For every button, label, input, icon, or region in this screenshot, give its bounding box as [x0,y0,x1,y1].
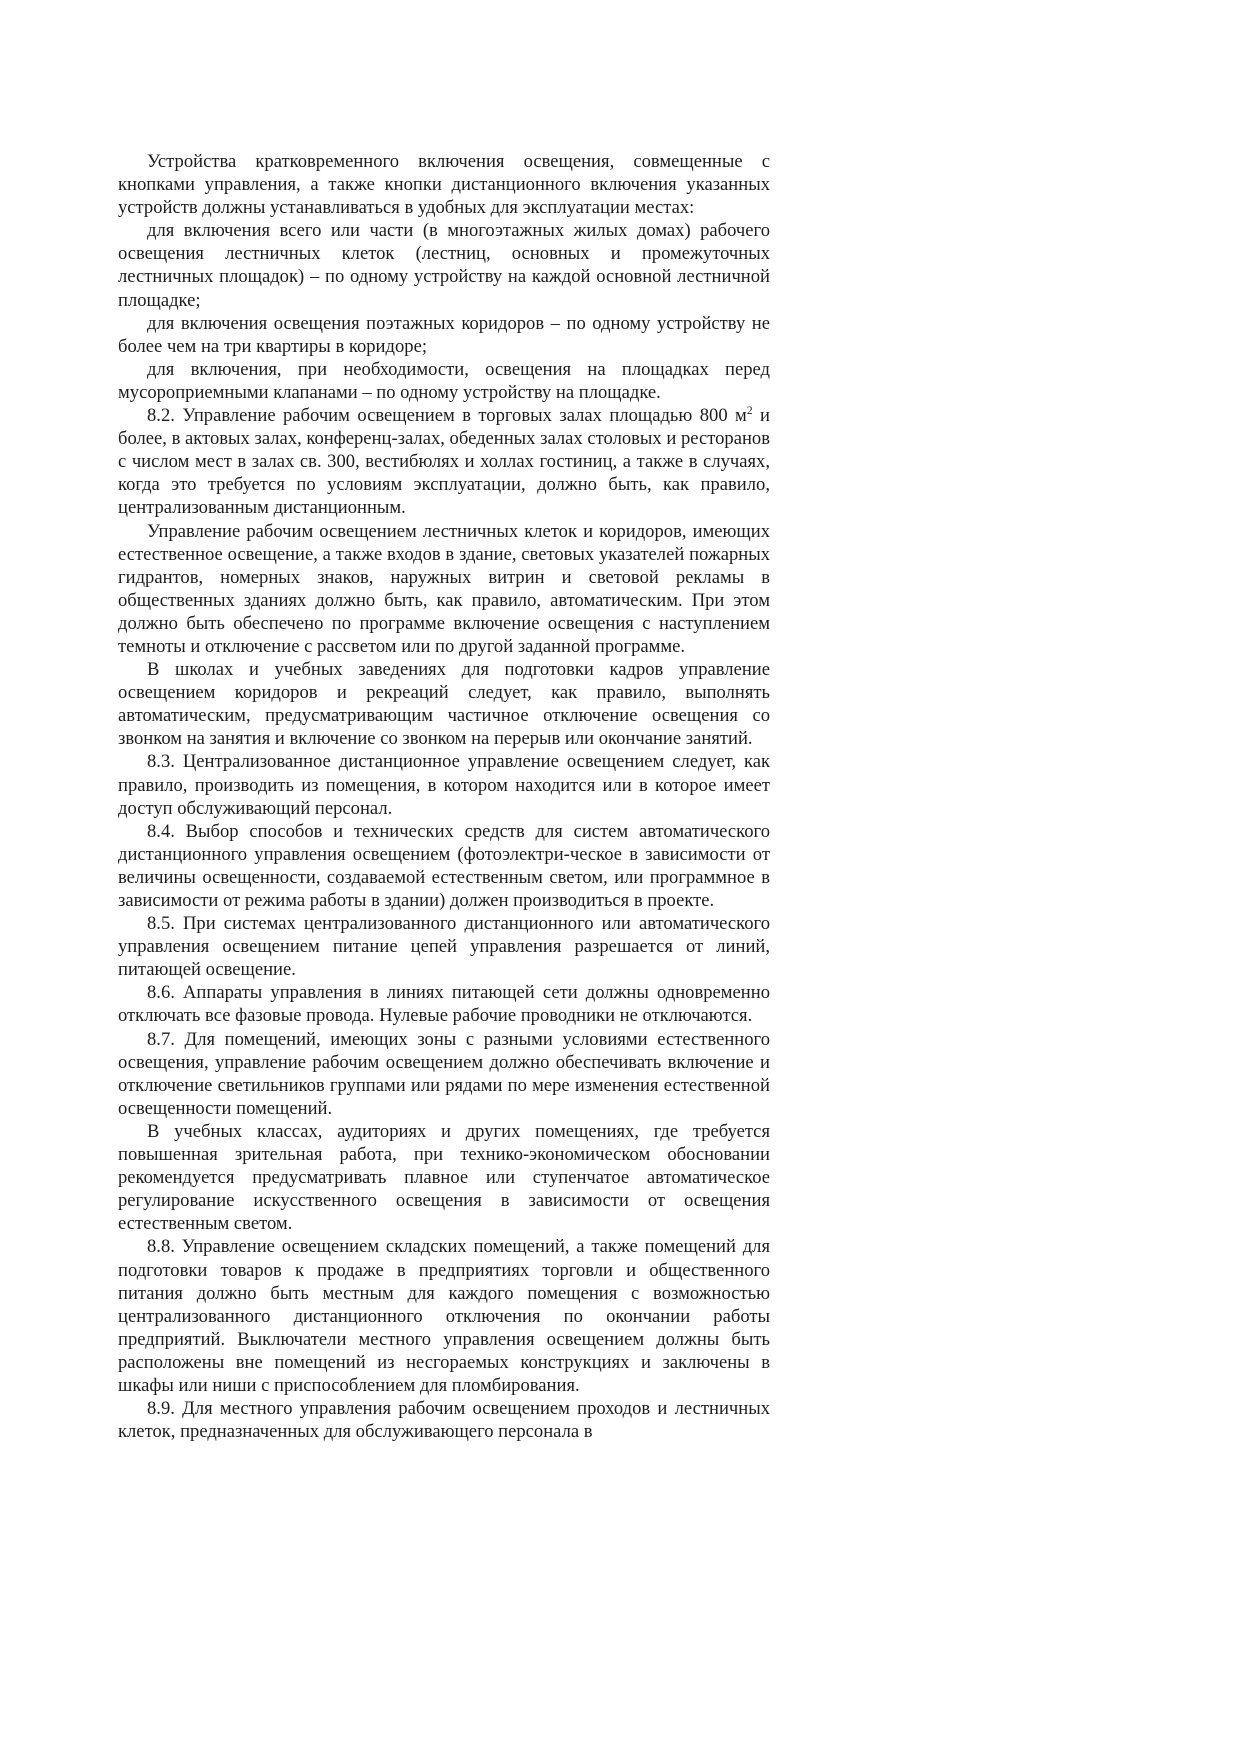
paragraph-8-2-end: и более, в актовых залах, конференц-залах, обеденных залах столовых и ресторанов с числом мест в залах св. 300, вестибюлях и холлах гостиниц, а также в случаях, когда это требуется по условиям эксплуатации, должно быть, как правило, централизованным дистанционным. [118,405,770,519]
paragraph-chute-lighting: для включения, при необходимости, освещения на площадках перед мусороприемными клапанами – по одному устройству на площадке. [118,358,770,403]
paragraph-8-3: 8.3. Централизованное дистанционное управление освещением следует, как правило, производить из помещения, в котором находится или в которое имеет доступ обслуживающий персонал. [118,751,770,819]
paragraph-8-5: 8.5. При системах централизованного дистанционного или автоматического управления освещением питание цепей управления разрешается от линий, питающей освещение. [118,913,770,981]
paragraph-8-8: 8.8. Управление освещением складских помещений, а также помещений для подготовки товаров к продаже в предприятиях торговли и общественного питания должно быть местным для каждого помещения с возможностью централизованного дистанционного отключения по окончании работы предприятий. Выключатели местного управления освещением должны быть расположены вне помещений из несгораемых конструкциях и заключены в шкафы или ниши с приспособлением для пломбирования. [118,1236,770,1396]
paragraph-8-6: 8.6. Аппараты управления в линиях питающей сети должны одновременно отключать все фазовые провода. Нулевые рабочие проводники не отключаются. [118,982,770,1027]
paragraph-8-9: 8.9. Для местного управления рабочим освещением проходов и лестничных клеток, предназначенных для обслуживающего персонала в [118,1398,770,1443]
paragraph-classrooms: В учебных классах, аудиториях и других помещениях, где требуется повышенная зрительная работа, при технико-экономическом обосновании рекомендуется предусматривать плавное или ступенчатое автоматическое регулирование искусственного освещения в зависимости от освещения естественным светом. [118,1120,770,1235]
paragraph-8-4: 8.4. Выбор способов и технических средств для систем автоматического дистанционного управления освещением (фотоэлектри-ческое в зависимости от величины освещенности, создаваемой естественным светом, или программное в зависимости от режима работы в здании) должен производиться в проекте. [118,820,770,911]
paragraph-devices-placement: Устройства кратковременного включения освещения, совмещенные с кнопками управления, а также кнопки дистанционного включения указанных устройств должны устанавливаться в удобных для эксплуатации местах: [118,151,770,219]
document-body [118,150,770,1443]
paragraph-stairwell-automatic: Управление рабочим освещением лестничных клеток и коридоров, имеющих естественное освещение, а также входов в здание, световых указателей пожарных гидрантов, номерных знаков, наружных витрин и световой рекламы в общественных зданиях должно быть, как правило, автоматическим. При этом должно быть обеспечено по программе включение освещения с наступлением темноты и отключение с рассветом или по другой заданной программе. [118,520,770,657]
paragraph-stair-lighting: для включения всего или части (в многоэтажных жилых домах) рабочего освещения лестничных клеток (лестниц, основных и промежуточных лестничных площадок) – по одному устройству на каждой основной лестничной площадке; [118,220,770,311]
paragraph-corridor-lighting: для включения освещения поэтажных коридоров – по одному устройству не более чем на три квартиры в коридоре; [118,312,770,357]
paragraph-8-7: 8.7. Для помещений, имеющих зоны с разными условиями естественного освещения, управление рабочим освещением должно обеспечивать включение и отключение светильников группами или рядами по мере изменения естественной освещенности помещений. [118,1028,770,1119]
superscript-2: 2 [746,405,753,418]
paragraph-8-2-start: 8.2. Управление рабочим освещением в торговых залах площадью 800 м [147,405,747,427]
paragraph-schools: В школах и учебных заведениях для подготовки кадров управление освещением коридоров и рекреаций следует, как правило, выполнять автоматическим, предусматривающим частичное отключение освещения со звонком на занятия и включение со звонком на перерыв или окончание занятий. [118,659,770,750]
paragraph-8-2 [118,404,770,519]
